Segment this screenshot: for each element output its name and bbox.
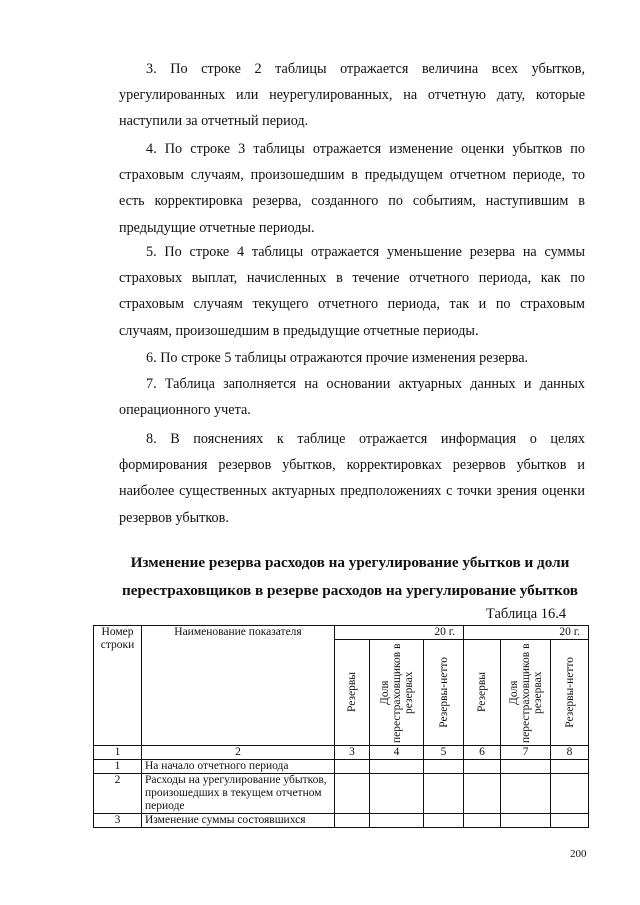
col-number-cell: 1: [94, 746, 142, 760]
table-title-line1: Изменение резерва расходов на урегулирование убытков и доли: [130, 554, 570, 571]
table-row: [94, 760, 589, 774]
header-year-2: 20 г.: [464, 626, 589, 640]
header-year-1: 20 г.: [335, 626, 464, 640]
table-title-line2: перестраховщиков в резерве расходов на урегулирование убытков: [122, 582, 578, 599]
header-net-reserves-1: Резервы-нетто: [424, 640, 464, 746]
row-number: 3: [94, 814, 142, 828]
col-number-cell: 2: [142, 746, 335, 760]
header-reserves-2: Резервы: [464, 640, 501, 746]
page-number: 200: [570, 848, 587, 860]
paragraph-3: 3. По строке 2 таблицы отражается величина всех убытков, урегулированных или неурегулированных, на отчетную дату, которые наступили за отчетный период.: [119, 61, 585, 130]
header-net-reserves-2: Резервы-нетто: [551, 640, 589, 746]
header-reserves-1: Резервы: [335, 640, 370, 746]
header-indicator-name: Наименование показателя: [142, 626, 335, 746]
row-number: 1: [94, 760, 142, 774]
col-number-cell: 6: [464, 746, 501, 760]
row-name: На начало отчетного периода: [142, 760, 335, 774]
header-reinsurers-share-1: Доля перестраховщиков в резервах: [370, 640, 424, 746]
col-number-cell: 4: [370, 746, 424, 760]
paragraph-5: 5. По строке 4 таблицы отражается уменьшение резерва на суммы страховых выплат, начисленных в течение отчетного периода, как по страховым случаям текущего отчетного периода, так и по страховым случаям, произошедшим в предыдущие отчетные периоды.: [119, 244, 585, 339]
paragraph-8: 8. В пояснениях к таблице отражается информация о целях формирования резервов убытков, корректировках резервов убытков и наиболее существенных актуарных предположениях с точки зрения оценки резервов убытков.: [119, 431, 585, 526]
col-number-cell: 8: [551, 746, 589, 760]
table-label: Таблица 16.4: [486, 606, 567, 622]
table-row: [94, 774, 589, 814]
paragraph-4: 4. По строке 3 таблицы отражается изменение оценки убытков по страховым случаям, произошедшим в предыдущем отчетном периоде, то есть корректировка резерва, созданного по событиям, наступившим в предыдущие отчетные периоды.: [119, 141, 585, 236]
column-number-row: [94, 746, 589, 760]
row-name: Расходы на урегулирование убытков, произошедших в текущем отчетном периоде: [142, 774, 335, 814]
header-row-number: Номер строки: [94, 626, 142, 746]
col-number-cell: 3: [335, 746, 370, 760]
header-reinsurers-share-2: Доля перестраховщиков в резервах: [501, 640, 551, 746]
reserve-table: [93, 625, 589, 828]
paragraph-6: 6. По строке 5 таблицы отражаются прочие изменения резерва.: [146, 350, 529, 366]
table-row: [94, 814, 589, 828]
col-number-cell: 5: [424, 746, 464, 760]
row-name: Изменение суммы состоявшихся: [142, 814, 335, 828]
paragraph-7: 7. Таблица заполняется на основании актуарных данных и данных операционного учета.: [119, 376, 585, 419]
col-number-cell: 7: [501, 746, 551, 760]
row-number: 2: [94, 774, 142, 814]
